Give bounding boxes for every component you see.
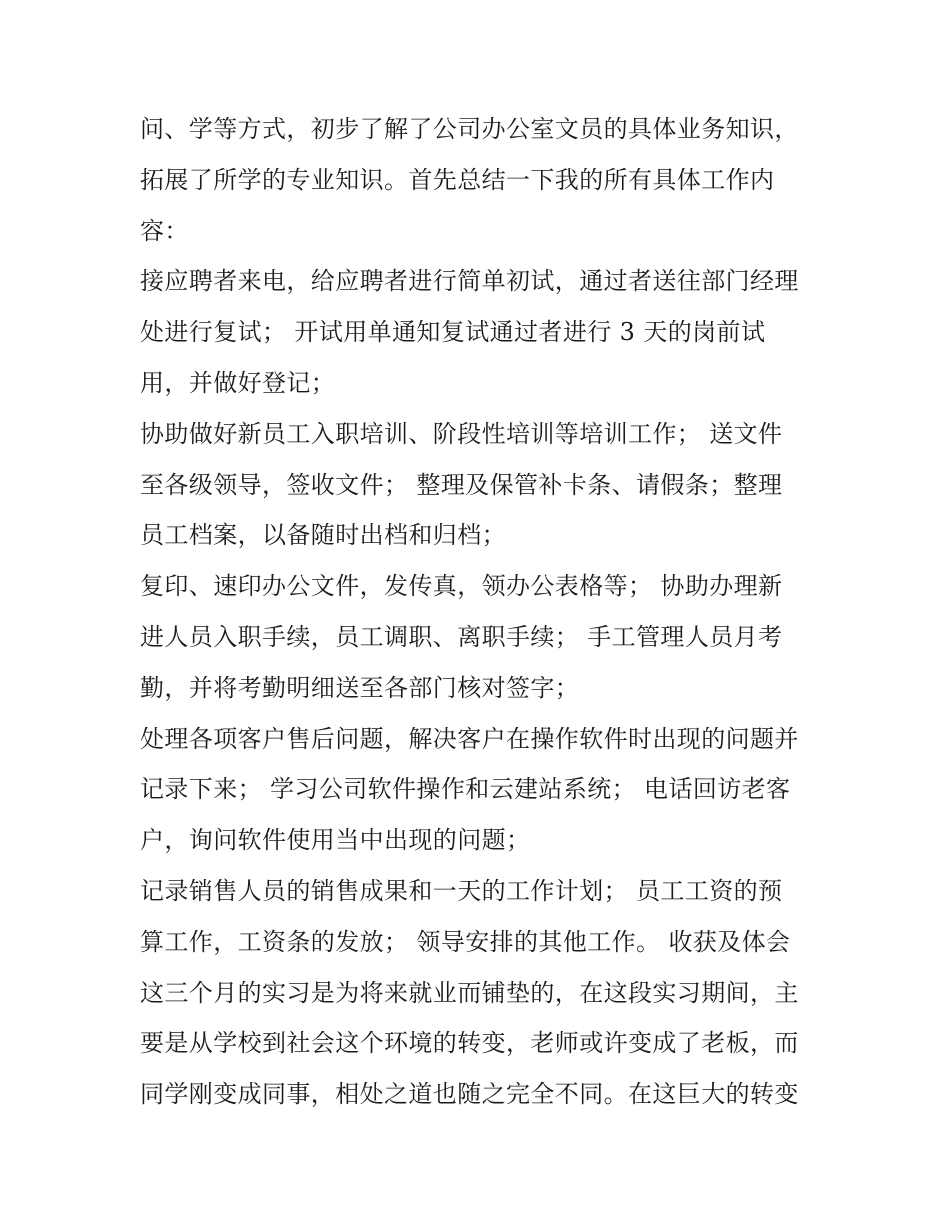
text-line: 户，询问软件使用当中出现的问题； (140, 826, 531, 855)
text-line: 接应聘者来电，给应聘者进行简单初试，通过者送往部门经理 (140, 267, 799, 296)
text-line: 这三个月的实习是为将来就业而铺垫的，在这段实习期间，主 (140, 978, 799, 1007)
body-text (140, 104, 830, 1120)
text-line: 进人员入职手续，员工调职、离职手续； 手工管理人员月考 (140, 622, 783, 651)
text-line: 用，并做好登记； (140, 368, 336, 397)
text-line: 勤，并将考勤明细送至各部门核对签字； (140, 673, 580, 702)
text-line: 要是从学校到社会这个环境的转变，老师或许变成了老板，而 (140, 1029, 799, 1058)
text-line: 容： (140, 216, 189, 245)
text-line: 复印、速印办公文件，发传真，领办公表格等； 协助办理新 (140, 572, 783, 601)
text-line: 记录下来； 学习公司软件操作和云建站系统； 电话回访老客 (140, 775, 791, 804)
text-line: 处进行复试； 开试用单通知复试通过者进行 3 天的岗前试 (140, 318, 766, 347)
text-line: 记录销售人员的销售成果和一天的工作计划； 员工工资的预 (140, 876, 783, 905)
text-line: 同学刚变成同事，相处之道也随之完全不同。在这巨大的转变 (140, 1080, 799, 1109)
text-line: 处理各项客户售后问题，解决客户在操作软件时出现的问题并 (140, 724, 799, 753)
text-line: 至各级领导，签收文件； 整理及保管补卡条、请假条；整理 (140, 470, 783, 499)
text-line: 问、学等方式，初步了解了公司办公室文员的具体业务知识， (140, 115, 799, 143)
text-line: 协助做好新员工入职培训、阶段性培训等培训工作； 送文件 (140, 419, 783, 448)
text-line: 员工档案，以备随时出档和归档； (140, 521, 506, 550)
text-line: 算工作，工资条的发放； 领导安排的其他工作。 收获及体会 (140, 927, 791, 956)
text-line: 拓展了所学的专业知识。首先总结一下我的所有具体工作内 (140, 165, 775, 194)
